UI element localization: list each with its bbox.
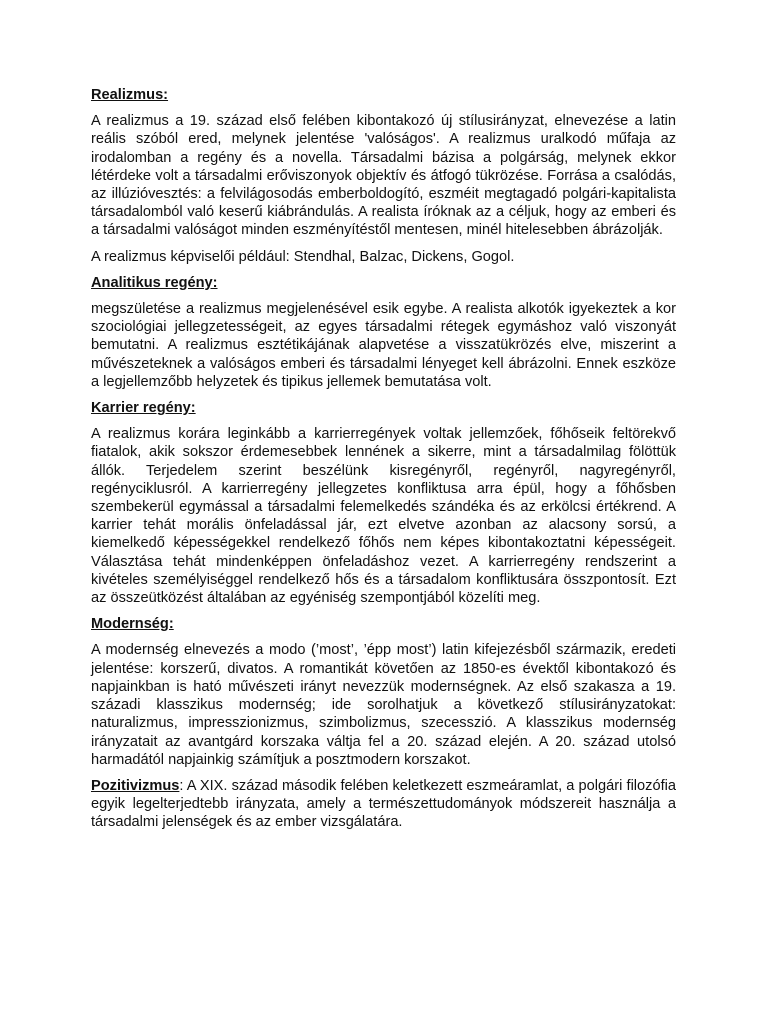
paragraph-realizmus-definition: A realizmus a 19. század első felében kibontakozó új stílusirányzat, elnevezése a latin reális szóból ered, melynek jelentése 'valóságos'. A realizmus uralkodó műfaja az irodalomban a regény és a novella. Társadalmi bázisa a polgárság, melynek ekkor létérdeke volt a társadalmi erőviszonyok objektív és átfogó tükrözése. Forrása a csalódás, az illúzióvesztés: a felvilágosodás emberboldogító, eszméit megtagadó polgári-kapitalista társadalomból való keserű kiábrándulás. A realista íróknak az a céljuk, hogy az emberi és a társadalmi valóságot minden eszményítéstől mentesen, minél hitelesebben ábrázolják. [91, 113, 676, 239]
document-page [91, 86, 676, 840]
paragraph-karrier-regeny: A realizmus korára leginkább a karrierregények voltak jellemzőek, főhőseik feltörekvő fiatalok, akik sokszor érdemesebbek lennének a sikerre, mint a társadalmilag fölöttük állók. Terjedelem szerint beszélünk kisregényről, regényről, nagyregényről, regényciklusról. A karrierregény jellegzetes konfliktusa arra épül, hogy a főhősben szembekerül egymással a társadalmi felemelkedés szándéka és az erkölcsi értékrend. A karrier tehát morális önfeladással jár, ezt elvetve azonban az alacsony sorsú, a kiemelkedő képességekkel rendelkező főhős nem képes kibontakoztatni képességeit. Választása tehát mindenképpen önfeladáshoz vezet. A karrierregény rendszerint a kivételes személyiséggel rendelkező hős és a társadalom konfliktusára összpontosít. Ezt az összeütközést általában az egyéniség szempontjából közelíti meg. [91, 426, 676, 607]
inline-heading-pozitivizmus: Pozitivizmus [91, 777, 180, 794]
section-heading-realizmus: Realizmus: [91, 87, 169, 103]
section-heading-analitikus-regeny: Analitikus regény: [91, 274, 218, 291]
paragraph-analitikus-regeny: megszületése a realizmus megjelenésével esik egybe. A realista alkotók igyekeztek a kor szociológiai jellegzetességeit, az egyes társadalmi rétegek egymáshoz való viszonyát bemutatni. A realizmus esztétikájának alapvetése a visszatükrözés elve, miszerint a művészeteknek a valóságos emberi és társadalmi lényeget kell ábrázolni. Ennek eszköze a legjellemzőbb helyzetek és tipikus jellemek bemutatása volt. [91, 301, 676, 390]
paragraph-realizmus-representatives: A realizmus képviselői például: Stendhal, Balzac, Dickens, Gogol. [91, 248, 515, 265]
section-heading-karrier-regeny: Karrier regény: [91, 400, 196, 417]
paragraph-modernseg: A modernség elnevezés a modo (’most’, ’épp most’) latin kifejezésből származik, eredeti jelentése: korszerű, divatos. A romantikát követően az 1850-es évektől kibontakozó és napjainkban is ható művészeti irányt nevezzük modernségnek. Az első szakasza a 19. századi klasszikus modernség; ide sorolhatjuk a következő stílusirányzatokat: naturalizmus, impresszionizmus, szimbolizmus, szecesszió. A klasszikus modernség irányzatait az avantgárd korszaka váltja fel a 20. század elején. A 20. század utolsó harmadától napjainkig számítjuk a posztmodern korszakot. [91, 642, 676, 768]
pozitivizmus-text: : A XIX. század második felében keletkezett eszmeáramlat, a polgári filozófia egyik legelterjedtebb irányzata, amely a természettudományok módszereit használja a társadalmi jelenségek és az ember vizsgálatára. [91, 777, 676, 831]
paragraph-pozitivizmus [91, 777, 676, 832]
section-heading-modernseg: Modernség: [91, 616, 174, 633]
